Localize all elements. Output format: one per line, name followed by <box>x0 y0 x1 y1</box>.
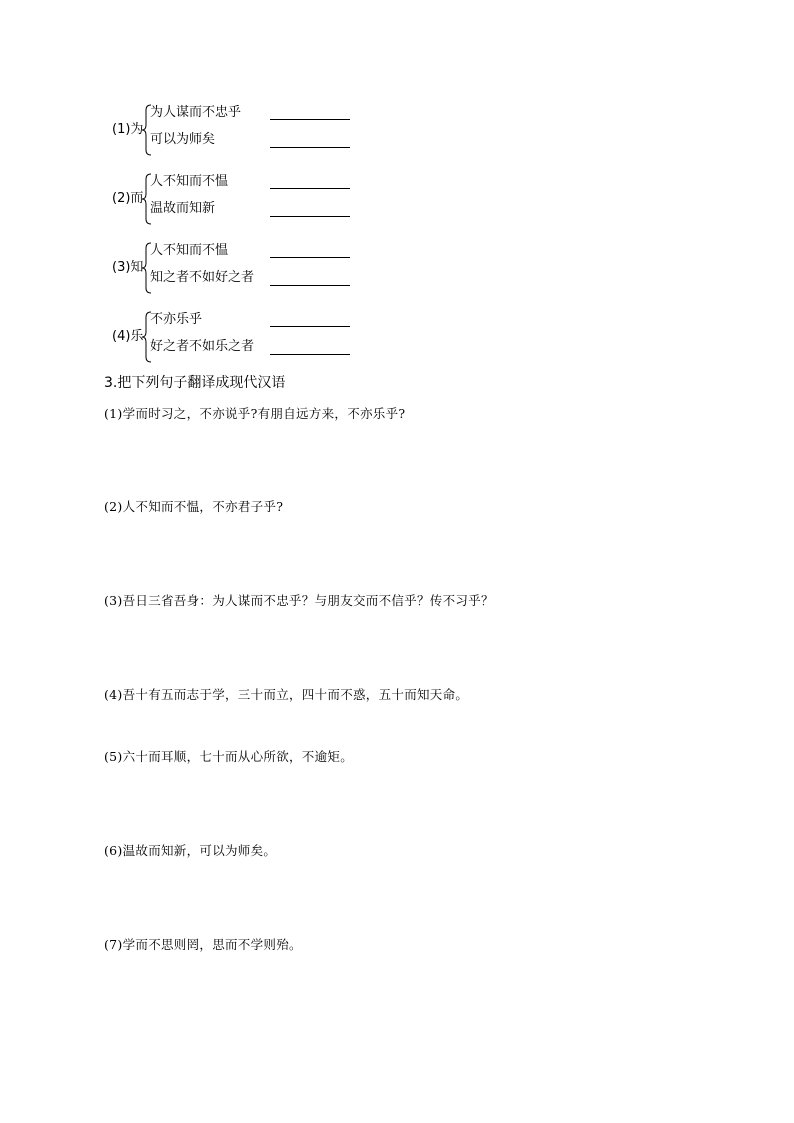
sentence-7: (7)学而不思则罔，思而不学则殆。 <box>104 937 302 952</box>
sentence-6: (6)温故而知新，可以为师矣。 <box>104 843 277 858</box>
phrase-line: 人不知而不愠 <box>150 243 229 258</box>
word-group-3 <box>112 242 372 298</box>
answer-blank[interactable] <box>270 257 350 258</box>
phrase-line: 人不知而不愠 <box>150 174 229 189</box>
group-label: (3)知 <box>112 260 144 275</box>
phrase-line: 不亦乐乎 <box>150 312 203 327</box>
sentence-1: (1)学而时习之，不亦说乎?有朋自远方来，不亦乐乎? <box>104 406 406 421</box>
answer-blank[interactable] <box>270 326 350 327</box>
word-group-1 <box>112 104 372 160</box>
phrase-line: 好之者不如乐之者 <box>150 339 255 354</box>
word-group-4 <box>112 311 372 367</box>
sentence-4: (4)吾十有五而志于学，三十而立，四十而不惑，五十而知天命。 <box>104 687 469 702</box>
section-3-title: 3.把下列句子翻译成现代汉语 <box>104 375 286 391</box>
group-label: (2)而 <box>112 191 144 206</box>
phrase-line: 可以为师矣 <box>150 132 216 147</box>
group-label: (1)为 <box>112 122 144 137</box>
answer-blank[interactable] <box>270 119 350 120</box>
word-group-2 <box>112 173 372 229</box>
answer-blank[interactable] <box>270 354 350 355</box>
sentence-2: (2)人不知而不愠，不亦君子乎? <box>104 499 284 514</box>
sentence-3: (3)吾日三省吾身：为人谋而不忠乎？与朋友交而不信乎？传不习乎？ <box>104 593 494 608</box>
sentence-5: (5)六十而耳顺，七十而从心所欲，不逾矩。 <box>104 749 354 764</box>
phrase-line: 温故而知新 <box>150 201 216 216</box>
answer-blank[interactable] <box>270 147 350 148</box>
answer-blank[interactable] <box>270 285 350 286</box>
phrase-line: 为人谋而不忠乎 <box>150 105 242 120</box>
answer-blank[interactable] <box>270 216 350 217</box>
answer-blank[interactable] <box>270 188 350 189</box>
phrase-line: 知之者不如好之者 <box>150 270 255 285</box>
group-label: (4)乐 <box>112 329 144 344</box>
